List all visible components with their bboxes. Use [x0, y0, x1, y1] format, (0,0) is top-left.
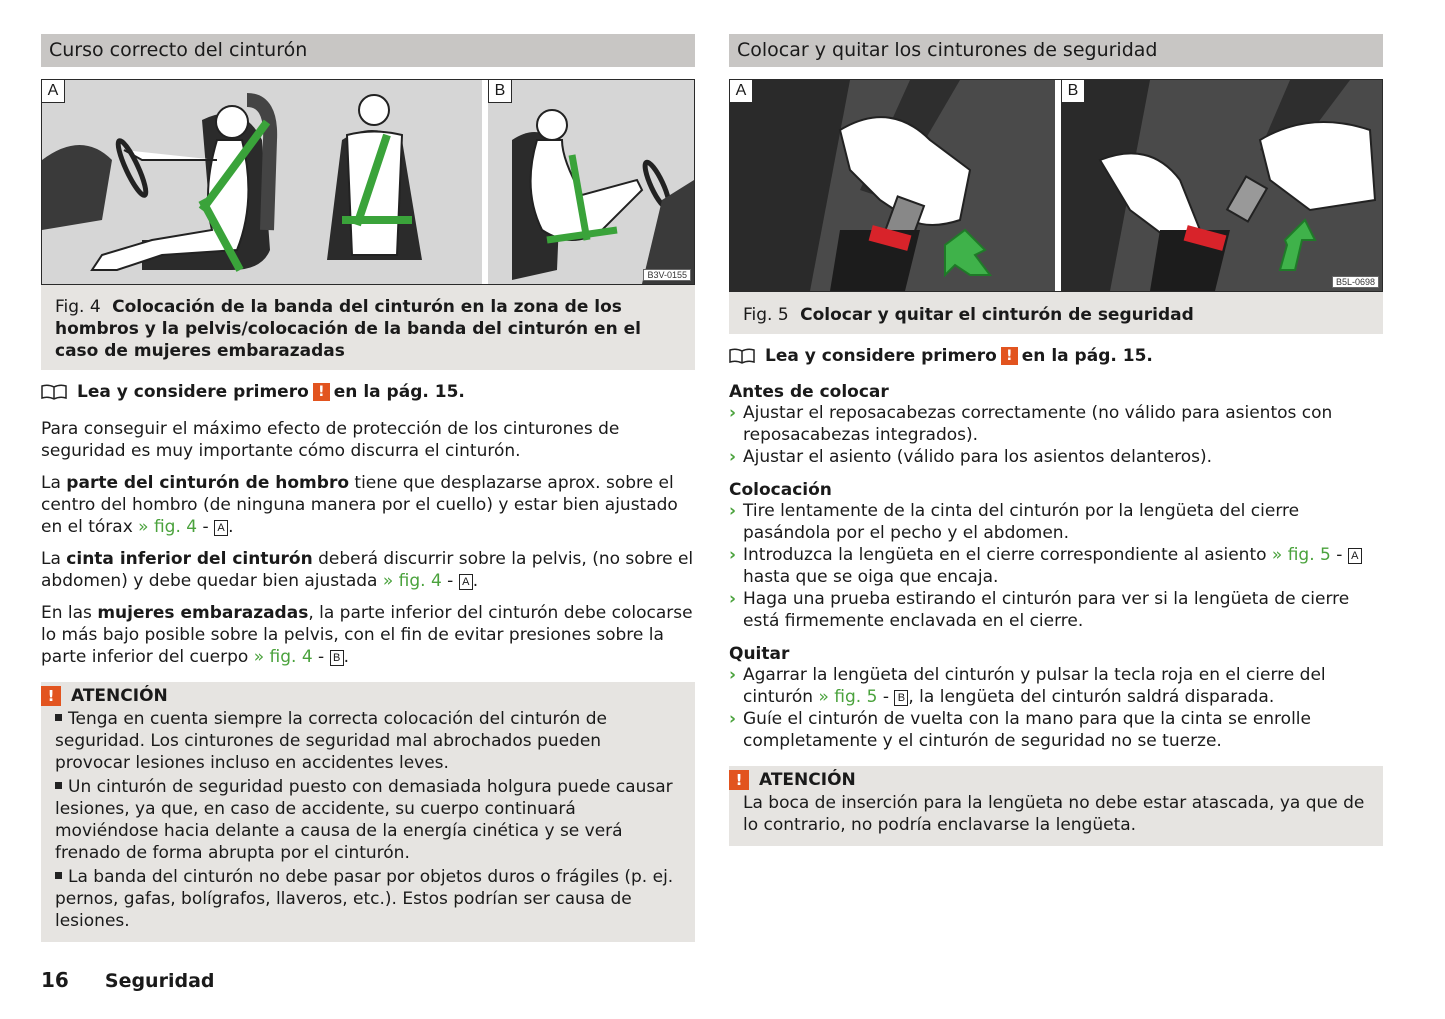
subhead-before: Antes de colocar — [729, 382, 889, 402]
step-text: Ajustar el reposacabezas correctamente (no válido para asientos con reposacabezas integrados). — [743, 403, 1333, 445]
left-column — [41, 34, 695, 942]
chevron-right-icon: › — [729, 589, 737, 609]
figure-5-panel-a-label: A — [730, 80, 753, 103]
figure-4-caption — [41, 285, 695, 370]
bold-term: mujeres embarazadas — [97, 603, 309, 623]
read-first-text: Lea y considere primero — [765, 346, 997, 366]
text: - — [1330, 545, 1348, 565]
right-column — [729, 34, 1383, 846]
step-text: Tire lentamente de la cinta del cinturón por la lengüeta del cierre pasándola por el pecho y el abdomen. — [743, 501, 1300, 543]
page-number: 16 — [41, 968, 69, 992]
step-item — [729, 588, 1383, 632]
warning-item — [55, 866, 681, 932]
figure-4-code: B3V-0155 — [643, 269, 691, 281]
chevron-right-icon: › — [729, 709, 737, 729]
panel-ref: A — [1348, 548, 1362, 564]
figure-4-number: Fig. 4 — [55, 297, 101, 317]
text: - — [312, 647, 330, 667]
figure-5 — [729, 79, 1383, 292]
step-item — [729, 708, 1383, 752]
read-first-note — [41, 382, 695, 402]
figure-5-code: B5L-0698 — [1332, 276, 1379, 288]
step-text: Agarrar la lengüeta del cinturón y pulsar la tecla roja en el cierre del cinturón — [743, 665, 1326, 707]
read-first-note — [729, 346, 1383, 366]
warning-item-text: Tenga en cuenta siempre la correcta colocación del cinturón de seguridad. Los cinturones de seguridad mal abrochados pueden provocar lesiones incluso en accidentes leves. — [55, 709, 607, 773]
bold-term: parte del cinturón de hombro — [66, 473, 350, 493]
warning-icon: ! — [41, 686, 61, 706]
figure-5-caption — [729, 292, 1383, 334]
text: En las — [41, 603, 98, 623]
warning-title: ATENCIÓN — [71, 686, 168, 706]
text: - — [877, 687, 895, 707]
warning-title: ATENCIÓN — [759, 770, 856, 790]
step-text: Haga una prueba estirando el cinturón para ver si la lengüeta de cierre está firmemente enclavada en el cierre. — [743, 589, 1350, 631]
step-item — [729, 402, 1383, 446]
read-first-text: Lea y considere primero — [77, 382, 309, 402]
panel-ref: A — [459, 574, 473, 590]
text: , la parte inferior del cinturón debe colocarse lo más bajo posible sobre la pelvis, con el fin de evitar presiones sobre la parte inferior del cuerpo — [41, 603, 693, 667]
text: . — [472, 571, 479, 591]
figure-5-number: Fig. 5 — [743, 305, 789, 325]
text: La — [41, 473, 67, 493]
panel-ref: B — [330, 650, 344, 666]
footer-section: Seguridad — [104, 970, 215, 992]
chevron-right-icon: › — [729, 403, 737, 423]
step-item — [729, 500, 1383, 544]
warning-item — [55, 776, 681, 864]
paragraph-shoulder-belt — [41, 472, 695, 538]
step-text: Ajustar el asiento (válido para los asientos delanteros). — [743, 447, 1213, 467]
panel-ref: A — [214, 520, 228, 536]
belt-routing-illustration — [42, 80, 694, 284]
text: . — [228, 517, 234, 537]
chevron-right-icon: › — [729, 501, 737, 521]
read-first-page-link[interactable]: en la pág. 15. — [333, 382, 465, 402]
warning-item-text: Un cinturón de seguridad puesto con demasiada holgura puede causar lesiones, ya que, en caso de accidente, su cuerpo continuará moviéndose hacia delante a causa de la energía cinética y se verá frenado de forma abrupta por el cinturón. — [55, 777, 673, 863]
step-text: Guíe el cinturón de vuelta con la mano para que la cinta se enrolle completamente y el cinturón de seguridad no se tuerze. — [743, 709, 1311, 751]
chevron-right-icon: › — [729, 665, 737, 685]
figure-link[interactable]: » fig. 4 — [382, 571, 442, 591]
buckle-illustration — [730, 80, 1382, 291]
warning-item — [55, 708, 681, 774]
step-item — [729, 544, 1383, 588]
paragraph-lap-belt — [41, 548, 695, 592]
figure-4-panel-a-label: A — [42, 80, 65, 103]
warning-text: La boca de inserción para la lengüeta no debe estar atascada, ya que de lo contrario, no podría enclavarse la lengüeta. — [743, 793, 1365, 835]
paragraph-intro: Para conseguir el máximo efecto de protección de los cinturones de seguridad es muy importante cómo discurra el cinturón. — [41, 419, 620, 461]
text: deberá discurrir sobre la pelvis, (no sobre el abdomen) y debe quedar bien ajustada — [41, 549, 694, 591]
book-icon — [41, 384, 67, 400]
bullet-icon — [55, 714, 62, 721]
page-footer — [41, 968, 215, 992]
figure-link[interactable]: » fig. 5 — [818, 687, 878, 707]
text: La — [41, 549, 67, 569]
warning-header — [41, 686, 681, 706]
warning-box-right — [729, 766, 1383, 846]
step-item — [729, 664, 1383, 708]
text: tiene que desplazarse aprox. sobre el centro del hombro (de ninguna manera por el cuello) y estar bien ajustado en el tórax — [41, 473, 678, 537]
chevron-right-icon: › — [729, 545, 737, 565]
chevron-right-icon: › — [729, 447, 737, 467]
warning-header — [729, 770, 1369, 790]
step-text: Introduzca la lengüeta en el cierre correspondiente al asiento — [743, 545, 1272, 565]
warning-item-text: La banda del cinturón no debe pasar por objetos duros o frágiles (p. ej. pernos, gafas, bolígrafos, llaveros, etc.). Estos podrían ser causa de lesiones. — [55, 867, 674, 931]
figure-4 — [41, 79, 695, 285]
figure-5-caption-text: Colocar y quitar el cinturón de seguridad — [800, 305, 1194, 325]
text: - — [197, 517, 215, 537]
subhead-placement: Colocación — [729, 480, 832, 500]
section-title-fasten-unfasten: Colocar y quitar los cinturones de seguridad — [729, 34, 1383, 67]
book-icon — [729, 348, 755, 364]
figure-5-panel-b-label: B — [1061, 80, 1085, 103]
panel-ref: B — [894, 690, 908, 706]
subhead-remove: Quitar — [729, 644, 790, 664]
figure-link[interactable]: » fig. 4 — [138, 517, 198, 537]
figure-link[interactable]: » fig. 5 — [1271, 545, 1331, 565]
text: . — [343, 647, 350, 667]
figure-4-panel-b-label: B — [488, 80, 512, 103]
bullet-icon — [55, 872, 62, 879]
warning-icon: ! — [1001, 347, 1018, 365]
bold-term: cinta inferior del cinturón — [66, 549, 313, 569]
section-title-belt-routing: Curso correcto del cinturón — [41, 34, 695, 67]
warning-icon: ! — [313, 383, 330, 401]
bullet-icon — [55, 782, 62, 789]
read-first-page-link[interactable]: en la pág. 15. — [1021, 346, 1153, 366]
step-text: , la lengüeta del cinturón saldrá disparada. — [908, 687, 1275, 707]
text: - — [441, 571, 459, 591]
warning-box-left — [41, 682, 695, 942]
figure-4-caption-text: Colocación de la banda del cinturón en la zona de los hombros y la pelvis/colocación de la banda del cinturón en el caso de mujeres embarazadas — [55, 297, 641, 361]
step-text: hasta que se oiga que encaja. — [743, 567, 999, 587]
warning-icon: ! — [729, 770, 749, 790]
step-item — [729, 446, 1383, 468]
paragraph-pregnant — [41, 602, 695, 668]
figure-link[interactable]: » fig. 4 — [253, 647, 313, 667]
